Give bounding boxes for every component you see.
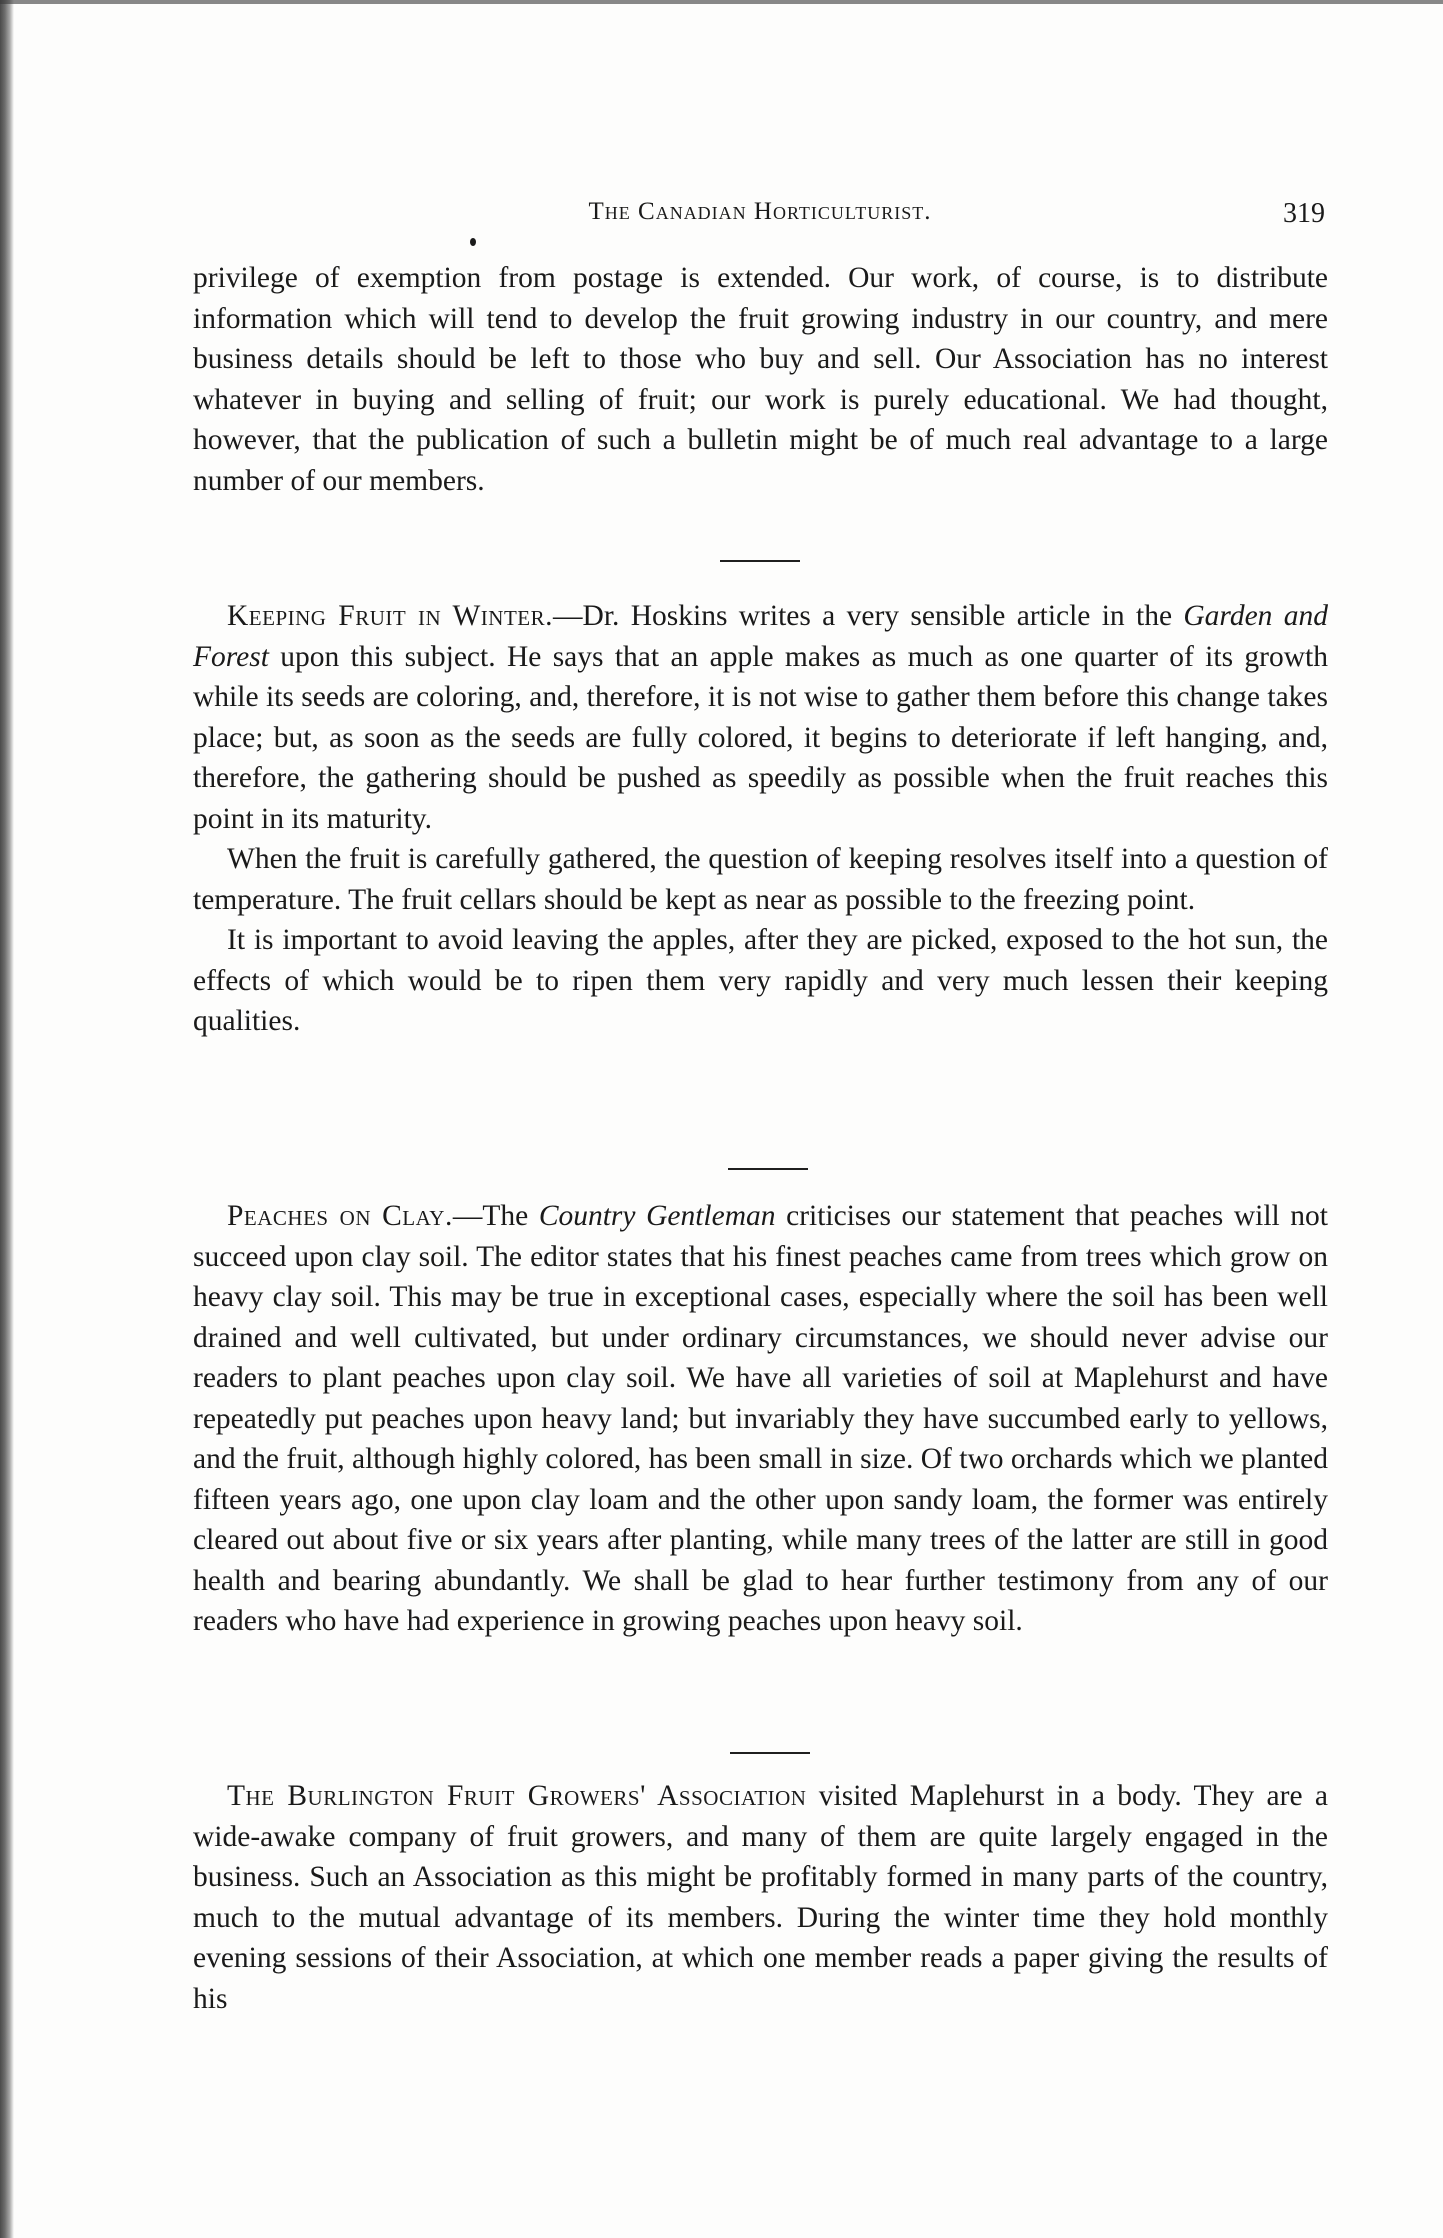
article-text: visited Maplehurst in a body. They are a wide-awake company of fruit growers, and many of them are quite largely engaged in the business. Such an Association as this might be profitably formed in many parts of the country, much to the mutual advantage of its members. During the winter time they hold monthly evening sessions of their Association, at which one member reads a paper giving the results of his <box>193 1780 1328 2015</box>
article-paragraph: It is important to avoid leaving the apples, after they are picked, exposed to the hot sun, the effects of which would be to ripen them very rapidly and very much lessen their keeping qualities. <box>193 924 1328 1037</box>
article-text-lead: —Dr. Hoskins writes a very sensible article in the <box>553 600 1184 632</box>
article-paragraph <box>193 1196 1328 1642</box>
article-heading: The Burlington Fruit Growers' Association <box>227 1780 807 1812</box>
article-heading: Peaches on Clay. <box>227 1200 453 1232</box>
scan-binding-edge <box>0 0 14 2238</box>
section-divider <box>730 1752 810 1754</box>
article-text: criticises our statement that peaches will not succeed upon clay soil. The editor states that his finest peaches came from trees which grow on heavy clay soil. This may be true in exceptional cases, especially where the soil has been well drained and well cultivated, but under ordinary circumstances, we should never advise our readers to plant peaches upon clay soil. We have all varieties of soil at Maplehurst and have repeatedly put peaches upon heavy land; but invariably they have succumbed early to yellows, and the fruit, although highly colored, has been small in size. Of two orchards which we planted fifteen years ago, one upon clay loam and the other upon sandy loam, the former was entirely cleared out about five or six years after planting, while many trees of the latter are still in good health and bearing abundantly. We shall be glad to hear further testimony from any of our readers who have had experience in growing peaches upon heavy soil. <box>193 1200 1328 1637</box>
running-title: The Canadian Horticulturist. <box>588 198 932 225</box>
page-header <box>195 198 1325 238</box>
article-paragraph: When the fruit is carefully gathered, the question of keeping resolves itself into a question of temperature. The fruit cellars should be kept as near as possible to the freezing point. <box>193 843 1328 916</box>
page-number: 319 <box>1283 198 1325 229</box>
article-heading: Keeping Fruit in Winter. <box>227 600 554 632</box>
article-paragraph <box>193 596 1328 839</box>
continued-paragraph <box>193 258 1328 501</box>
article-burlington-association <box>193 1776 1328 2019</box>
section-divider <box>720 560 800 562</box>
article-text: upon this subject. He says that an apple makes as much as one quarter of its growth while its seeds are coloring, and, therefore, it is not wise to gather them before this change takes place; but, as soon as the seeds are fully colored, it begins to deteriorate if left hanging, and, therefore, the gathering should be pushed as speedily as possible when the fruit reaches this point in its maturity. <box>193 640 1328 835</box>
ink-speck <box>470 238 476 246</box>
article-paragraph <box>193 1776 1328 2019</box>
publication-title: Garden and Forest <box>193 600 1328 673</box>
publication-title: Country Gentleman <box>538 1200 776 1232</box>
article-text-lead: —The <box>452 1200 539 1232</box>
scan-top-edge <box>0 0 1443 4</box>
article-peaches-on-clay <box>193 1196 1328 1642</box>
article-keeping-fruit <box>193 596 1328 1042</box>
paragraph-text: privilege of exemption from postage is extended. Our work, of course, is to distribute information which will tend to develop the fruit growing industry in our country, and mere business details should be left to those who buy and sell. Our Association has no interest whatever in buying and selling of fruit; our work is purely educational. We had thought, however, that the publication of such a bulletin might be of much real advantage to a large number of our members. <box>193 262 1328 497</box>
section-divider <box>728 1168 808 1170</box>
